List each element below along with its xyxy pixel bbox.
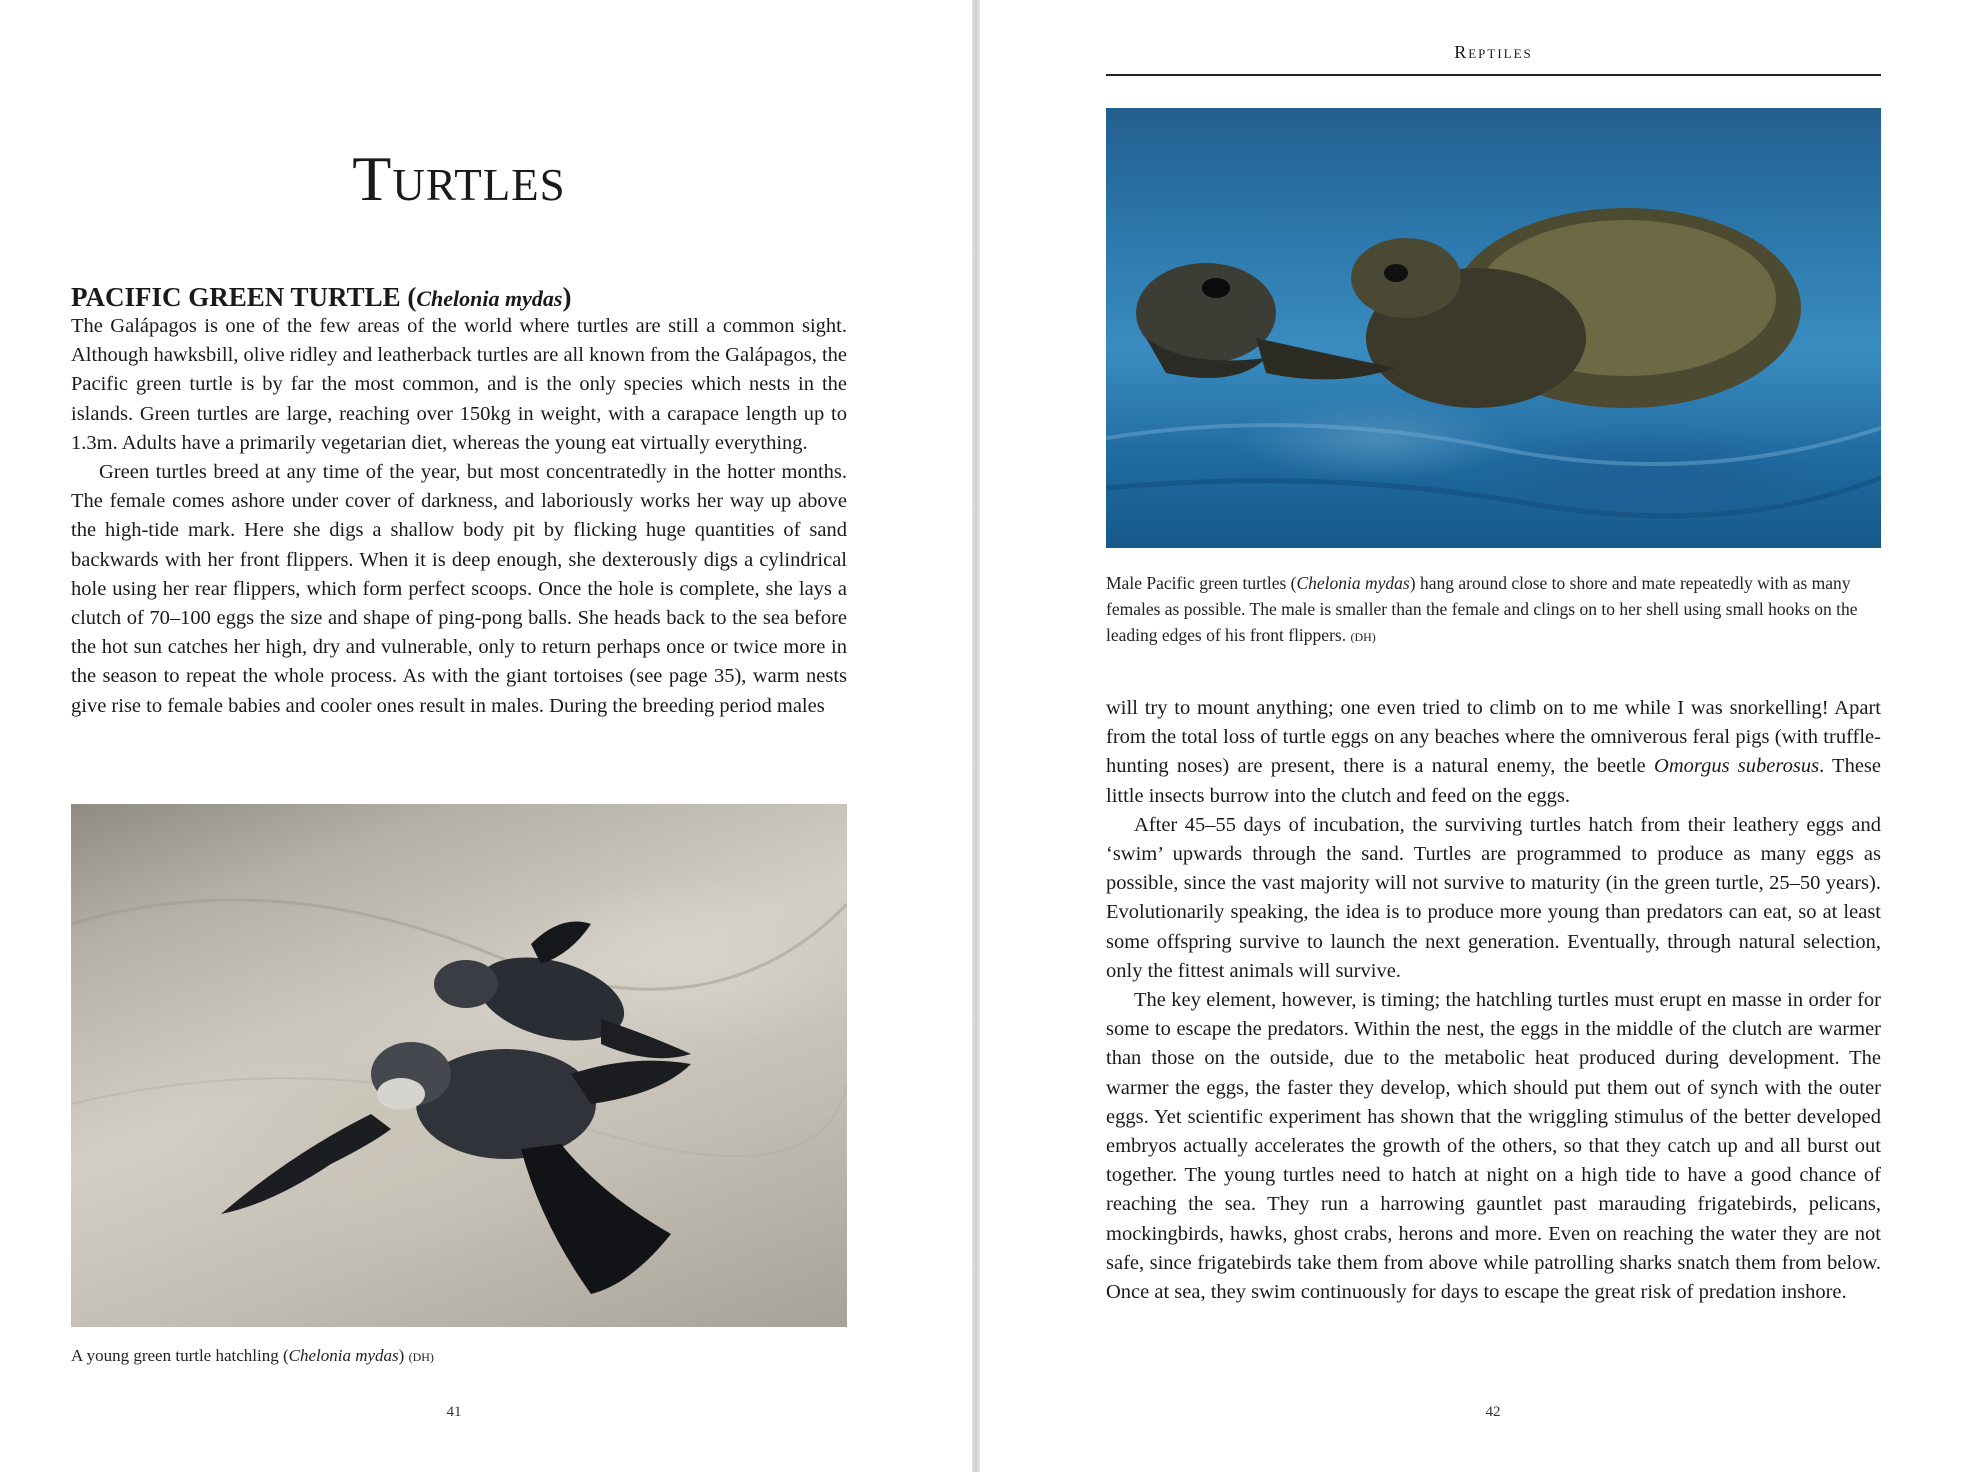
species-paren-open: ( [400,282,417,312]
right-page [980,0,1970,1472]
running-head-rule [1106,74,1881,76]
left-paragraph-1: The Galápagos is one of the few areas of the world where turtles are still a common sight. Although hawksbill, olive ridley and leatherback turtles are all known from the Galápagos, the Pacific green turtle is by far the most common, and is the only species which nests in the islands. Green turtles are large, reaching over 150kg in weight, with a carapace length up to 1.3m. Adults have a primarily vegetarian diet, whereas the young eat virtually everything. [71,315,847,454]
mating-turtles-photo [1106,108,1881,548]
species-common-name: PACIFIC GREEN TURTLE [71,282,401,312]
mating-caption [1106,570,1881,650]
caption-text: Male Pacific green turtles ( [1106,573,1297,593]
species-paren-close: ) [562,282,572,312]
mating-turtles-illustration [1106,108,1881,548]
caption-text-end: ) [398,1346,409,1365]
hatchling-caption [71,1343,847,1370]
page-number: 42 [1485,1404,1501,1420]
caption-text-end: ) hang around close to shore and mate repeatedly with as many females as possible. The male is smaller than the female and clings on to her shell using small hooks on the leading edges of his front flippers. [1106,573,1858,645]
right-body-text [1106,694,1881,1307]
book-gutter [972,0,980,1472]
caption-text: A young green turtle hatchling ( [71,1346,289,1365]
page-number: 41 [446,1404,462,1420]
left-body-text [71,312,847,721]
running-head: Reptiles [1454,42,1533,62]
paragraph-text-end: . These little insects burrow into the clutch and feed on the eggs. [1106,755,1881,807]
hatchling-photo [71,804,847,1327]
caption-scientific-name: Chelonia mydas [1296,573,1410,593]
chapter-title: Turtles [352,143,566,214]
left-paragraph-2: Green turtles breed at any time of the year, but most concentratedly in the hotter months. The female comes ashore under cover of darkness, and laboriously works her way up above the high-tide mark. Here she digs a shallow body pit by flicking huge quantities of sand backwards with her front flippers. When it is deep enough, she dexterously digs a cylindrical hole using her rear flippers, which form perfect scoops. Once the hole is complete, she lays a clutch of 70–100 eggs the size and shape of ping-pong balls. She heads back to the sea before the hot sun catches her high, dry and vulnerable, only to return perhaps once or twice more in the season to repeat the whole process. As with the giant tortoises (see page 35), warm nests give rise to female babies and cooler ones result in males. During the breeding period males [71,461,847,717]
photo-credit: (DH) [1350,630,1376,644]
right-paragraph-2: After 45–55 days of incubation, the surviving turtles hatch from their leathery eggs and ‘swim’ upwards through the sand. Turtles are programmed to produce as many eggs as possible, since the vast majority will not survive to maturity (in the green turtle, 25–50 years). Evolutionarily speaking, the idea is to produce more young than predators can eat, so at least some offspring survive to launch the next generation. Eventually, through natural selection, only the fittest animals will survive. [1106,813,1881,982]
species-heading [71,282,571,313]
photo-credit: (DH) [408,1350,434,1364]
hatchling-illustration [71,804,847,1327]
species-scientific-name: Chelonia mydas [416,286,563,311]
paragraph-text: will try to mount anything; one even tried to climb on to me while I was snorkelling! Apart from the total loss of turtle eggs on any beaches where the omniverous feral pigs (with truffle-hunting noses) are present, there is a natural enemy, the beetle [1106,697,1881,778]
left-page [0,0,972,1472]
caption-scientific-name: Chelonia mydas [288,1346,399,1365]
right-paragraph-1 [1106,694,1881,811]
right-paragraph-3: The key element, however, is timing; the hatchling turtles must erupt en masse in order for some to escape the predators. Within the nest, the eggs in the middle of the clutch are warmer than those on the outside, due to the metabolic heat produced during development. The warmer the eggs, the faster they develop, which should put them out of synch with the outer eggs. Yet scientific experiment has shown that the wriggling stimulus of the better developed embryos actually accelerates the growth of the others, so that they catch up and all burst out together. The young turtles need to hatch at night on a high tide to have a good chance of reaching the sea. They run a harrowing gauntlet past marauding frigatebirds, pelicans, mockingbirds, hawks, ghost crabs, herons and more. Even on reaching the water they are not safe, since frigatebirds take them from above while patrolling sharks snatch them from below. Once at sea, they swim continuously for days to escape the great risk of predation inshore. [1106,989,1881,1304]
beetle-scientific-name: Omorgus suberosus [1654,755,1820,778]
